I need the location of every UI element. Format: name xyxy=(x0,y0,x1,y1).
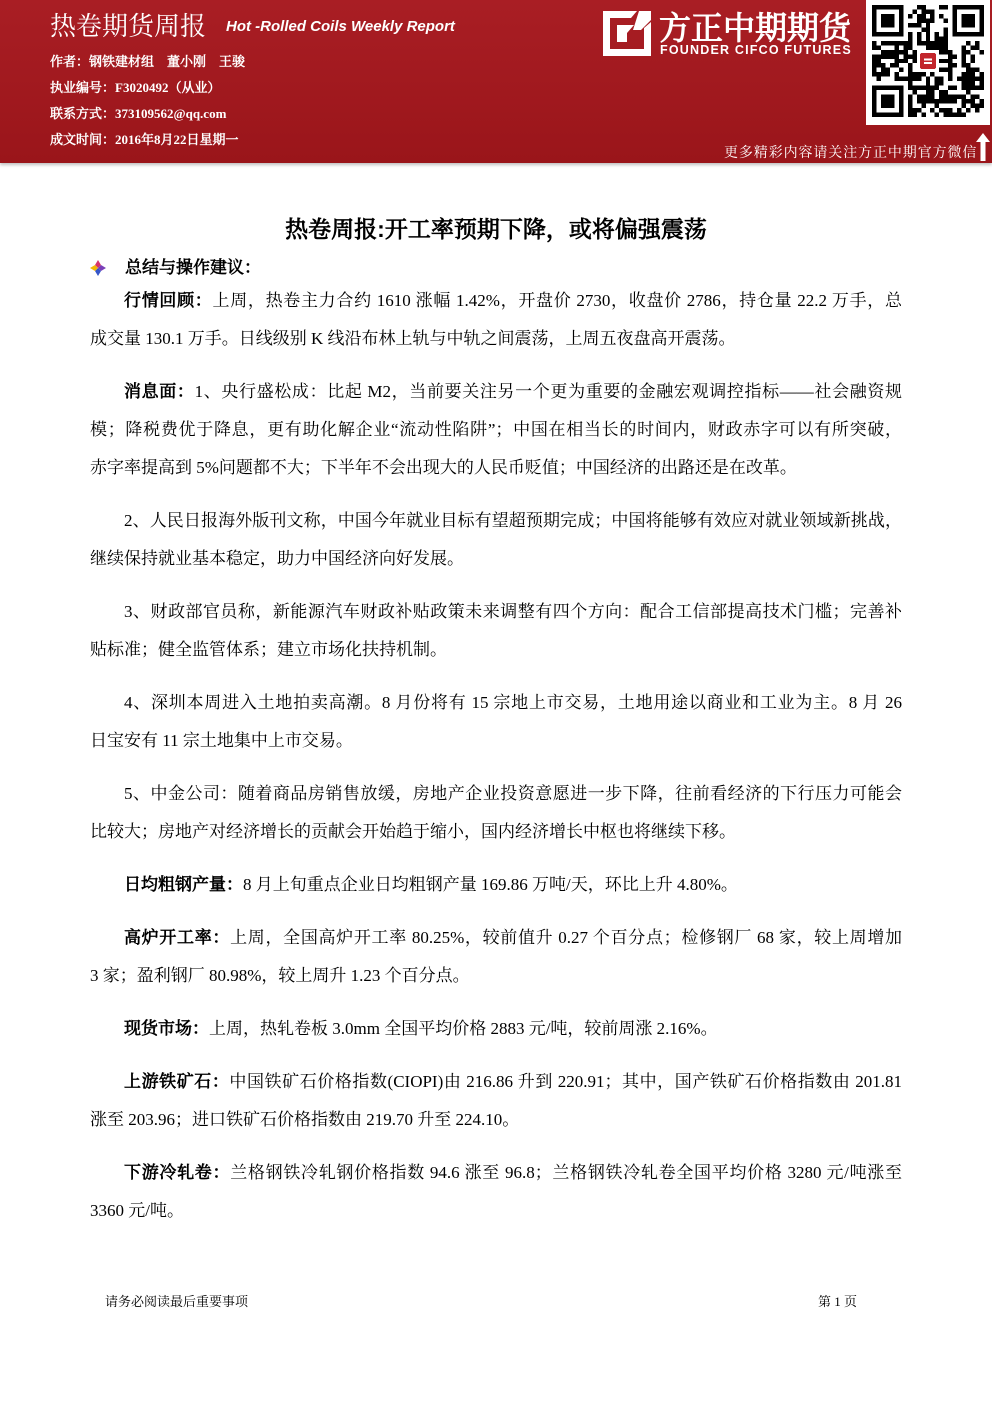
paragraph-line: 3360 元/吨。 xyxy=(90,1201,184,1220)
brand-name-cn: 方正中期期货 xyxy=(659,10,852,46)
paragraph-line xyxy=(90,919,902,957)
paragraph-blast-furnace xyxy=(90,919,902,995)
paragraph-line: 涨至 203.96；进口铁矿石价格指数由 219.70 升至 224.10。 xyxy=(90,1110,520,1129)
paragraph-cold-rolled xyxy=(90,1154,902,1230)
paragraph-line xyxy=(90,282,902,320)
paragraph-news-3 xyxy=(90,593,902,669)
paragraph-label: 行情回顾： xyxy=(124,291,213,310)
summary-body xyxy=(90,282,902,1230)
brand-name-en: FOUNDER CIFCO FUTURES xyxy=(660,43,852,57)
paragraph-line xyxy=(90,866,902,904)
paragraph-news-2 xyxy=(90,502,902,578)
paragraph-text: 中国铁矿石价格指数(CIOPI)由 216.86 升到 220.91；其中，国产铁矿石价格指数由 201.81 xyxy=(229,1072,903,1091)
paragraph-spot-market xyxy=(90,1010,902,1048)
paragraph-text: 8 月上旬重点企业日均粗钢产量 169.86 万吨/天，环比上升 4.80%。 xyxy=(243,875,738,894)
paragraph-iron-ore xyxy=(90,1063,902,1139)
footer-notice: 请务必阅读最后重要事项 xyxy=(105,1294,249,1309)
paragraph-market-review xyxy=(90,282,902,358)
section-heading xyxy=(90,256,490,280)
paragraph-line: 3 家；盈利钢厂 80.98%，较上周升 1.23 个百分点。 xyxy=(90,966,470,985)
paragraph-line: 模；降税费优于降息，更有助化解企业“流动性陷阱”；中国在相当长的时间内，财政赤字可以有所突破， xyxy=(90,420,902,439)
paragraph-line xyxy=(90,373,902,411)
paragraph-line: 成交量 130.1 万手。日线级别 K 线沿布林上轨与中轨之间震荡，上周五夜盘高开震荡。 xyxy=(90,329,736,348)
paragraph-text: 兰格钢铁冷轧钢价格指数 94.6 涨至 96.8；兰格钢铁冷轧卷全国平均价格 3280 元/吨涨至 xyxy=(230,1163,902,1182)
header-meta xyxy=(50,49,470,153)
paragraph-text: 上周，热轧卷板 3.0mm 全国平均价格 2883 元/吨，较前周涨 2.16%。 xyxy=(209,1019,718,1038)
paragraph-label: 现货市场： xyxy=(124,1019,209,1038)
diamond-bullet-icon xyxy=(90,260,106,276)
document-title: 热卷周报:开工率预期下降，或将偏强震荡 xyxy=(285,216,707,242)
paragraph-label: 上游铁矿石： xyxy=(124,1072,230,1091)
contact-line: 联系方式：373109562@qq.com xyxy=(50,106,227,121)
paragraph-text: 上周，热卷主力合约 1610 涨幅 1.42%，开盘价 2730，收盘价 2786，持仓量 22.2 万手，总 xyxy=(212,291,903,310)
paragraph-line: 赤字率提高到 5%问题都不大；下半年不会出现大的人民币贬值；中国经济的出路还是在改革。 xyxy=(90,458,797,477)
paragraph-line: 贴标准；健全监管体系；建立市场化扶持机制。 xyxy=(90,640,447,659)
paragraph-line: 继续保持就业基本稳定，助力中国经济向好发展。 xyxy=(90,549,464,568)
paragraph-line xyxy=(90,1010,902,1048)
section-heading-text: 总结与操作建议： xyxy=(125,258,261,277)
paragraph-label: 下游冷轧卷： xyxy=(124,1163,231,1182)
paragraph-line: 4、深圳本周进入土地拍卖高潮。8 月份将有 15 宗地上市交易，土地用途以商业和工业为主。8 月 26 xyxy=(124,693,902,712)
up-arrow-icon xyxy=(976,133,990,161)
license-line: 执业编号：F3020492（从业） xyxy=(50,80,221,95)
paragraph-line: 5、中金公司：随着商品房销售放缓，房地产企业投资意愿进一步下降，往前看经济的下行压力可能会 xyxy=(124,784,902,803)
founder-logo-icon xyxy=(603,11,651,56)
paragraph-line xyxy=(90,1063,902,1101)
paragraph-crude-steel xyxy=(90,866,902,904)
paragraph-text: 上周，全国高炉开工率 80.25%，较前值升 0.27 个百分点；检修钢厂 68 家，较上周增加 xyxy=(230,928,902,947)
qr-code xyxy=(872,5,984,117)
date-line: 成文时间：2016年8月22日星期一 xyxy=(50,132,239,147)
wechat-tagline: 更多精彩内容请关注方正中期官方微信 xyxy=(724,144,978,160)
paragraph-line: 比较大；房地产对经济增长的贡献会开始趋于缩小，国内经济增长中枢也将继续下移。 xyxy=(90,822,736,841)
paragraph-news-5 xyxy=(90,775,902,851)
paragraph-line: 3、财政部官员称，新能源汽车财政补贴政策未来调整有四个方向：配合工信部提高技术门槛；完善补 xyxy=(124,602,902,621)
qr-panel xyxy=(866,0,990,125)
paragraph-label: 日均粗钢产量： xyxy=(124,875,243,894)
paragraph-label: 高炉开工率： xyxy=(124,928,231,947)
paragraph-news-1 xyxy=(90,373,902,487)
report-title-cn: 热卷期货周报 xyxy=(50,11,207,41)
page-number: 第 1 页 xyxy=(818,1294,858,1309)
paragraph-news-4 xyxy=(90,684,902,760)
paragraph-line xyxy=(90,1154,902,1192)
paragraph-text: 1、央行盛松成：比起 M2，当前要关注另一个更为重要的金融宏观调控指标——社会融资规 xyxy=(194,382,902,401)
paragraph-label: 消息面： xyxy=(124,382,195,401)
paragraph-line: 2、人民日报海外版刊文称，中国今年就业目标有望超预期完成；中国将能够有效应对就业领域新挑战， xyxy=(124,511,902,530)
paragraph-line: 日宝安有 11 宗土地集中上市交易。 xyxy=(90,731,353,750)
report-title-en: Hot -Rolled Coils Weekly Report xyxy=(226,18,455,35)
author-line: 作者：钢铁建材组 董小刚 王骏 xyxy=(50,54,246,69)
